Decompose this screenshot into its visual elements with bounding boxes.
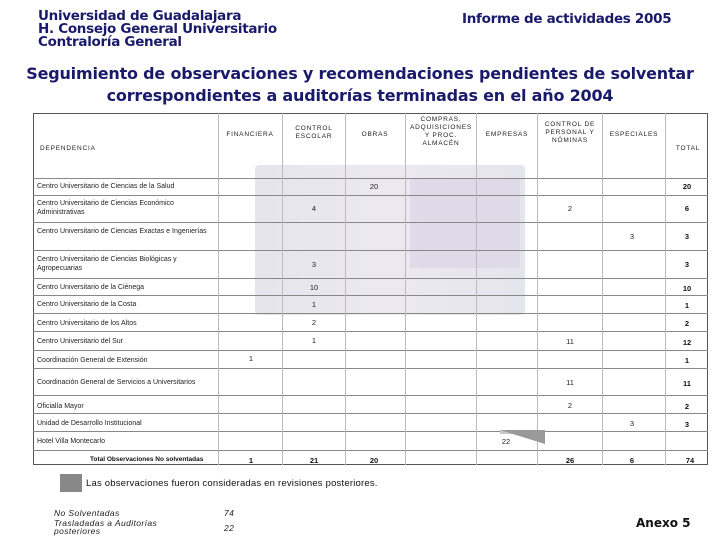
row-label: Centro Universitario de Ciencias de la Salud (37, 183, 175, 190)
grand-total: 74 (685, 456, 695, 465)
cell-control-personal: 11 (566, 378, 574, 387)
column-header-compras: COMPRAS, ADQUISICIONES Y PROC. ALMACÉN (410, 116, 473, 147)
row-total: 1 (684, 301, 690, 310)
row-label: Centro Universitario de la Costa (37, 301, 137, 308)
cell-obras: 20 (369, 182, 379, 191)
row-total: 1 (684, 356, 690, 365)
row-label: Coordinación General de Extensión (37, 357, 148, 364)
report-title: Informe de actividades 2005 (462, 11, 672, 27)
page-title-line-2: correspondientes a auditorías terminadas en el año 2004 (106, 86, 614, 105)
row-label: Centro Universitario de Ciencias Económico Administrativas (37, 200, 174, 216)
institution-line-1: Universidad de Guadalajara (38, 8, 242, 24)
column-divider (405, 113, 406, 465)
summary-no-solventadas-label: No Solventadas (54, 508, 120, 518)
cell-control-escolar: 1 (311, 336, 317, 345)
column-header-financiera: FINANCIERA (226, 131, 274, 138)
total-financiera: 1 (248, 456, 254, 465)
header-divider (33, 178, 708, 179)
page-title-line-1: Seguimiento de observaciones y recomendaciones pendientes de solventar (26, 64, 694, 83)
row-divider (33, 331, 708, 332)
row-total: 12 (682, 338, 692, 347)
summary-trasladadas-label: Trasladadas a Auditorías posteriores (54, 518, 158, 536)
summary-no-solventadas-value: 74 (224, 508, 235, 518)
cell-especiales: 3 (629, 419, 635, 428)
row-divider (33, 395, 708, 396)
row-total: 20 (682, 182, 692, 191)
row-label: Centro Universitario de los Altos (37, 320, 137, 327)
row-label: Hotel Villa Montecarlo (37, 438, 105, 445)
row-divider (33, 313, 708, 314)
column-header-especiales: ESPECIALES (609, 131, 659, 138)
column-header-control-personal: CONTROL DE PERSONAL Y NÓMINAS (544, 121, 596, 144)
column-divider (282, 113, 283, 465)
row-label: Centro Universitario de Ciencias Exactas e Ingenierías (37, 228, 207, 235)
row-total: 2 (684, 319, 690, 328)
row-label: Oficialía Mayor (37, 403, 84, 410)
cell-especiales: 3 (629, 232, 635, 241)
row-total: 6 (684, 204, 690, 213)
row-total: 2 (684, 402, 690, 411)
totals-label: Total Observaciones No solventadas (90, 456, 204, 463)
column-header-control-escolar: CONTROL ESCOLAR (295, 125, 333, 140)
institution-header (38, 10, 277, 49)
row-divider (33, 195, 708, 196)
row-total: 10 (682, 284, 692, 293)
total-control-escolar: 21 (309, 456, 319, 465)
column-divider (476, 113, 477, 465)
legend-swatch (60, 474, 82, 492)
cell-control-escolar: 10 (309, 283, 319, 292)
row-total: 3 (684, 232, 690, 241)
cell-control-personal: 2 (567, 401, 573, 410)
cell-control-personal: 11 (566, 337, 574, 346)
column-header-dependencia: DEPENDENCIA (40, 145, 96, 152)
cell-empresas: 22 (501, 437, 511, 446)
column-divider (602, 113, 603, 465)
annex-label: Anexo 5 (636, 516, 691, 530)
row-divider (33, 350, 708, 351)
row-divider (33, 368, 708, 369)
cell-control-escolar: 3 (311, 260, 317, 269)
row-label: Coordinación General de Servicios a Universitarios (37, 379, 196, 386)
row-divider (33, 431, 708, 432)
row-divider (33, 413, 708, 414)
row-divider (33, 250, 708, 251)
row-divider (33, 450, 708, 451)
row-total: 3 (684, 260, 690, 269)
column-divider (665, 113, 666, 465)
summary-trasladadas-value: 22 (224, 523, 235, 533)
total-control-personal: 26 (565, 456, 575, 465)
institution-line-3: Contraloría General (38, 34, 182, 50)
row-label: Centro Universitario de Ciencias Biológicas y Agropecuarias (37, 256, 177, 272)
cell-control-escolar: 4 (311, 204, 317, 213)
cell-financiera: 1 (248, 354, 254, 363)
column-header-obras: OBRAS (361, 131, 389, 138)
total-obras: 20 (369, 456, 379, 465)
row-divider (33, 278, 708, 279)
row-label: Centro Universitario del Sur (37, 338, 123, 345)
row-total: 3 (684, 420, 690, 429)
column-divider (218, 113, 219, 465)
row-total: 11 (683, 379, 691, 388)
cell-empresas: 2 (567, 204, 573, 213)
column-divider (345, 113, 346, 465)
row-label: Unidad de Desarrollo Institucional (37, 420, 142, 427)
legend-text: Las observaciones fueron consideradas en revisiones posteriores. (86, 478, 378, 489)
row-label: Centro Universitario de la Ciénega (37, 284, 144, 291)
column-header-total: TOTAL (675, 145, 701, 152)
column-header-empresas: EMPRESAS (485, 131, 529, 138)
institution-line-2: H. Consejo General Universitario (38, 21, 277, 37)
column-divider (537, 113, 538, 465)
cell-control-escolar: 1 (311, 300, 317, 309)
row-divider (33, 222, 708, 223)
row-divider (33, 295, 708, 296)
total-especiales: 6 (629, 456, 635, 465)
cell-control-escolar: 2 (311, 318, 317, 327)
